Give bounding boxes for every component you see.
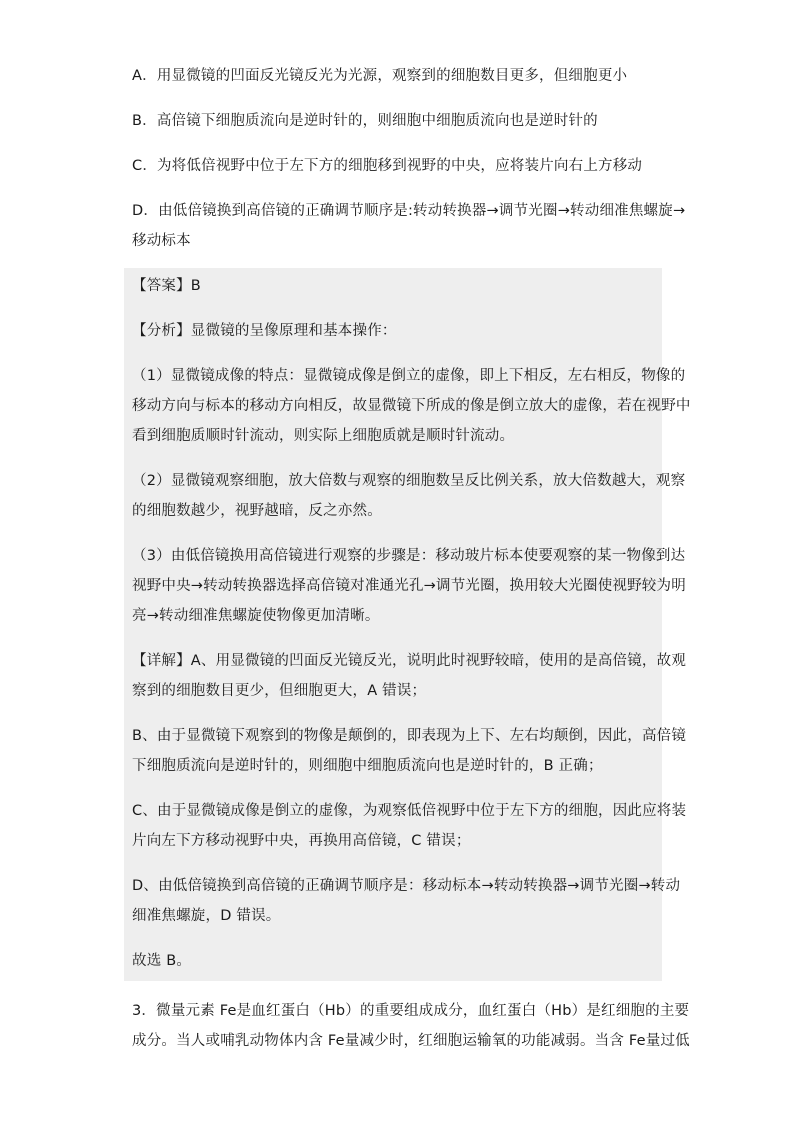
- analysis-point-3-line-2: 视野中央→转动转换器选择高倍镜对准通光孔→调节光圈，换用较大光圈使视野较为明: [132, 578, 686, 594]
- option-d-line-2: 移动标本: [132, 233, 191, 249]
- detail-b-line-1: B、由于显微镜下观察到的物像是颠倒的，即表现为上下、左右均颠倒，因此，高倍镜: [132, 728, 687, 744]
- detail-d-line-2: 细准焦螺旋，D 错误。: [132, 908, 281, 924]
- analysis-point-1-line-1: （1）显微镜成像的特点：显微镜成像是倒立的虚像，即上下相反，左右相反，物像的: [132, 368, 686, 384]
- analysis-point-3-line-3: 亮→转动细准焦螺旋使物像更加清晰。: [132, 608, 380, 624]
- option-a: A．用显微镜的凹面反光镜反光为光源，观察到的细胞数目更多，但细胞更小: [132, 68, 628, 84]
- option-c: C．为将低倍视野中位于左下方的细胞移到视野的中央，应将装片向右上方移动: [132, 158, 643, 174]
- analysis-heading: 【分析】显微镜的呈像原理和基本操作：: [132, 323, 397, 339]
- question-3-line-1: 3．微量元素 Fe是血红蛋白（Hb）的重要组成成分，血红蛋白（Hb）是红细胞的主要: [132, 1003, 690, 1019]
- option-d-line-1: D．由低倍镜换到高倍镜的正确调节顺序是:转动转换器→调节光圈→转动细准焦螺旋→: [132, 203, 686, 219]
- answer: 【答案】B: [132, 278, 201, 294]
- detail-a-line-1: 【详解】A、用显微镜的凹面反光镜反光，说明此时视野较暗，使用的是高倍镜，故观: [132, 653, 687, 669]
- detail-d-line-1: D、由低倍镜换到高倍镜的正确调节顺序是：移动标本→转动转换器→调节光圈→转动: [132, 878, 681, 894]
- conclusion: 故选 B。: [132, 953, 192, 969]
- analysis-point-2-line-2: 的细胞数越少，视野越暗，反之亦然。: [132, 503, 382, 519]
- detail-c-line-2: 片向左下方移动视野中央，再换用高倍镜，C 错误；: [132, 833, 471, 849]
- detail-b-line-2: 下细胞质流向是逆时针的，则细胞中细胞质流向也是逆时针的，B 正确；: [132, 758, 603, 774]
- detail-c-line-1: C、由于显微镜成像是倒立的虚像，为观察低倍视野中位于左下方的细胞，因此应将装: [132, 803, 687, 819]
- analysis-point-1-line-3: 看到细胞质顺时针流动，则实际上细胞质就是顺时针流动。: [132, 428, 515, 444]
- analysis-point-2-line-1: （2）显微镜观察细胞，放大倍数与观察的细胞数呈反比例关系，放大倍数越大，观察: [132, 473, 686, 489]
- option-b: B．高倍镜下细胞质流向是逆时针的，则细胞中细胞质流向也是逆时针的: [132, 113, 598, 129]
- question-3-line-2: 成分。当人或哺乳动物体内含 Fe量减少时，红细胞运输氧的功能减弱。当含 Fe量过低: [132, 1033, 690, 1049]
- analysis-point-1-line-2: 移动方向与标本的移动方向相反，故显微镜下所成的像是倒立放大的虚像，若在视野中: [132, 398, 691, 414]
- analysis-point-3-line-1: （3）由低倍镜换用高倍镜进行观察的步骤是：移动玻片标本使要观察的某一物像到达: [132, 548, 686, 564]
- detail-a-line-2: 察到的细胞数目更少，但细胞更大，A 错误；: [132, 683, 427, 699]
